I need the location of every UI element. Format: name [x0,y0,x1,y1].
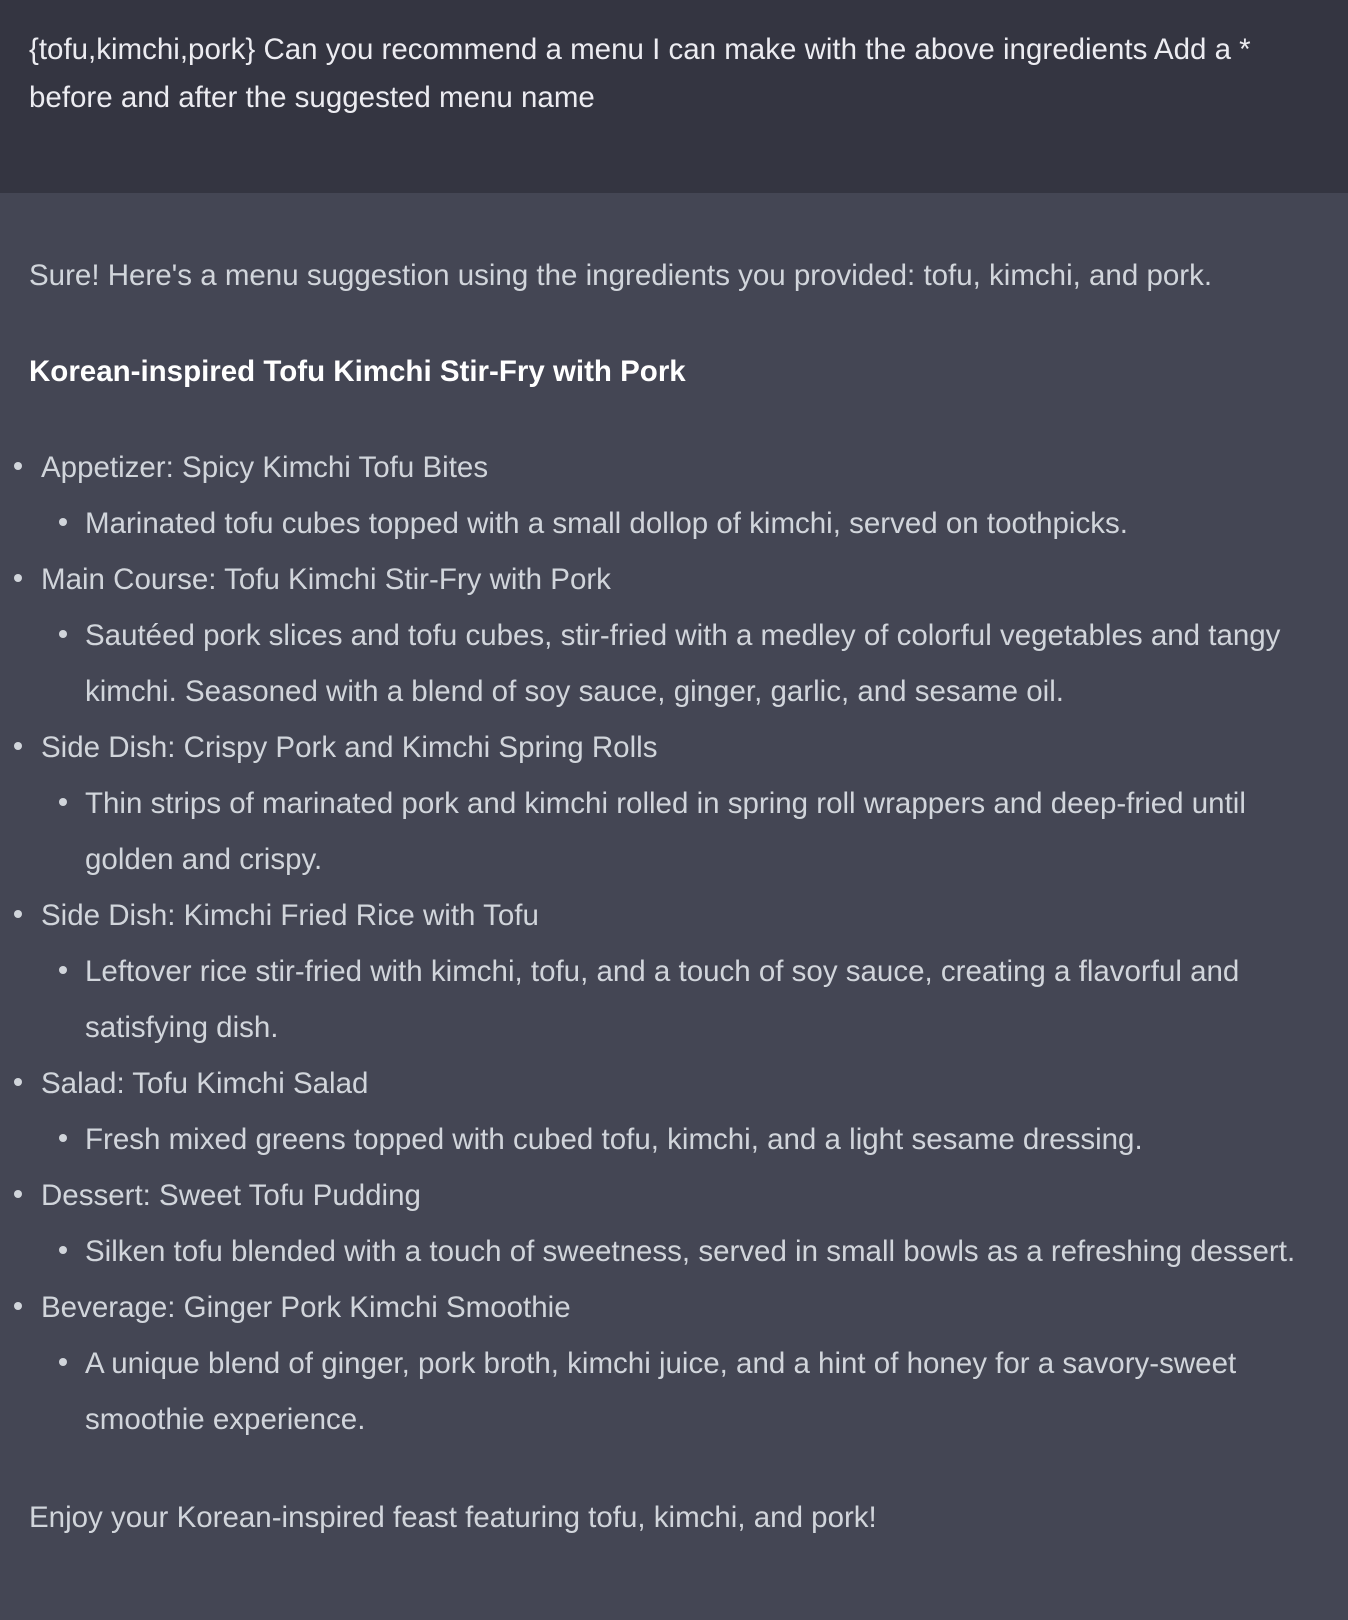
course-description: A unique blend of ginger, pork broth, kimchi juice, and a hint of honey for a savory-sweet smoothie experience. [85,1347,1237,1436]
course-details [41,944,1348,1056]
course-label: Side Dish: Crispy Pork and Kimchi Spring Rolls [41,731,658,764]
course-details [41,1224,1348,1280]
course-description-item [41,1224,1348,1280]
user-message-text: {tofu,kimchi,pork} Can you recommend a menu I can make with the above ingredients Add a * before and after the suggested menu name [29,33,1251,114]
bullet-icon [14,1190,22,1198]
menu-course [0,1056,1348,1168]
bullet-icon [59,798,67,806]
course-details [41,1112,1348,1168]
bullet-icon [14,742,22,750]
course-description: Silken tofu blended with a touch of sweetness, served in small bowls as a refreshing dessert. [85,1235,1296,1268]
course-description-item [41,776,1348,888]
menu-course [0,1168,1348,1280]
bullet-icon [14,1302,22,1310]
bullet-icon [59,1358,67,1366]
bullet-icon [59,966,67,974]
assistant-message [0,193,1348,1616]
menu-course [0,440,1348,552]
course-label: Main Course: Tofu Kimchi Stir-Fry with Pork [41,563,611,596]
course-description-item [41,1336,1348,1448]
user-message [0,0,1348,197]
menu-title: Korean-inspired Tofu Kimchi Stir-Fry with Pork [29,355,686,388]
course-description-item [41,944,1348,1056]
course-description-item [41,1112,1348,1168]
assistant-message-content [0,248,1348,1546]
course-details [41,776,1348,888]
course-description-item [41,608,1348,720]
menu-course [0,1280,1348,1448]
bullet-icon [14,910,22,918]
bullet-icon [59,1134,67,1142]
course-details [41,1336,1348,1448]
course-label: Dessert: Sweet Tofu Pudding [41,1179,421,1212]
course-description: Fresh mixed greens topped with cubed tofu, kimchi, and a light sesame dressing. [85,1123,1143,1156]
course-details [41,608,1348,720]
course-label: Beverage: Ginger Pork Kimchi Smoothie [41,1291,571,1324]
bullet-icon [59,630,67,638]
course-details [41,496,1348,552]
bullet-icon [14,1078,22,1086]
course-description: Thin strips of marinated pork and kimchi rolled in spring roll wrappers and deep-fried until golden and crispy. [85,787,1246,876]
bullet-icon [59,518,67,526]
course-description-item [41,496,1348,552]
menu-list [0,440,1348,1448]
bullet-icon [14,462,22,470]
course-description: Leftover rice stir-fried with kimchi, tofu, and a touch of soy sauce, creating a flavorful and satisfying dish. [85,955,1240,1044]
menu-course [0,552,1348,720]
assistant-outro: Enjoy your Korean-inspired feast featuring tofu, kimchi, and pork! [29,1501,877,1534]
bullet-icon [14,574,22,582]
course-label: Side Dish: Kimchi Fried Rice with Tofu [41,899,539,932]
menu-course [0,720,1348,888]
course-description: Sautéed pork slices and tofu cubes, stir-fried with a medley of colorful vegetables and tangy kimchi. Seasoned with a blend of soy sauce, ginger, garlic, and sesame oil. [85,619,1281,708]
menu-course [0,888,1348,1056]
course-label: Appetizer: Spicy Kimchi Tofu Bites [41,451,489,484]
course-label: Salad: Tofu Kimchi Salad [41,1067,369,1100]
course-description: Marinated tofu cubes topped with a small dollop of kimchi, served on toothpicks. [85,507,1128,540]
bullet-icon [59,1246,67,1254]
assistant-intro: Sure! Here's a menu suggestion using the ingredients you provided: tofu, kimchi, and pork. [29,259,1213,292]
